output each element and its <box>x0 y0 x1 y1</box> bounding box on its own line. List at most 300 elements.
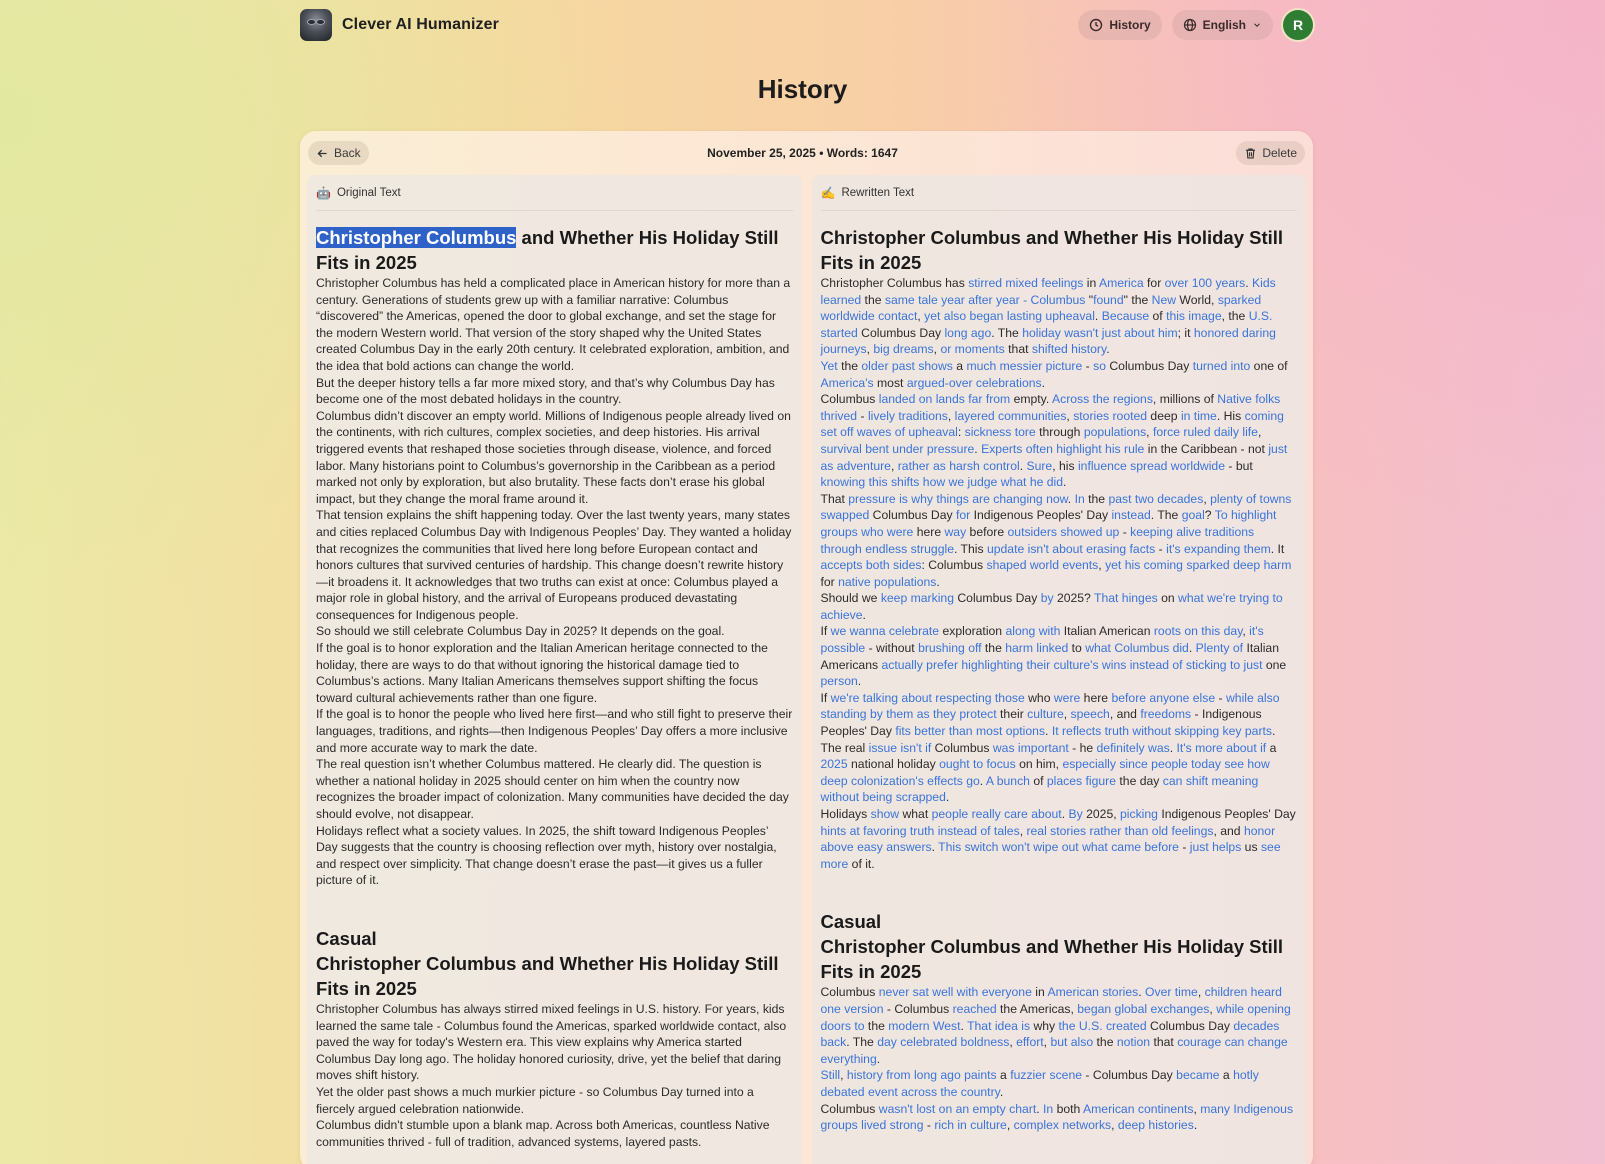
changed-phrase: notion <box>1116 1035 1151 1050</box>
changed-phrase: but also <box>1050 1035 1094 1050</box>
original-section-paragraphs <box>316 1001 793 1150</box>
robot-icon: 🤖 <box>316 185 331 200</box>
brand[interactable] <box>300 9 499 41</box>
changed-phrase: while opening doors to <box>820 1001 1291 1033</box>
changed-phrase: Sure <box>1026 458 1053 473</box>
changed-phrase: effort <box>1016 1035 1044 1050</box>
changed-phrase: long ago <box>944 325 992 340</box>
unchanged-phrase: . <box>876 1051 881 1066</box>
changed-phrase: children heard one version <box>820 985 1282 1016</box>
changed-phrase: hints at favoring truth instead of tales <box>820 823 1020 838</box>
unchanged-phrase: , <box>1193 1101 1201 1116</box>
unchanged-phrase: . This <box>953 541 987 556</box>
unchanged-phrase: . <box>1036 1101 1044 1116</box>
unchanged-phrase: why <box>1030 1018 1059 1033</box>
entry-meta: November 25, 2025 • Words: 1647 <box>707 146 898 160</box>
changed-phrase: shifted history <box>1031 342 1107 357</box>
original-section-label: Casual <box>316 927 377 949</box>
unchanged-phrase: , <box>890 458 898 473</box>
changed-phrase: native populations <box>838 574 937 589</box>
changed-phrase: That idea is <box>967 1018 1031 1033</box>
original-title: Christopher Columbus and Whether His Holiday Still Fits in 2025 <box>316 227 779 273</box>
unchanged-phrase: most <box>873 375 907 390</box>
rewritten-section-title: Christopher Columbus and Whether His Holiday Still Fits in 2025 <box>820 936 1284 983</box>
unchanged-phrase: , <box>947 408 955 423</box>
changed-phrase: It reflects truth without skipping key parts <box>1051 724 1272 739</box>
changed-phrase: real stories rather than old feelings <box>1026 823 1214 838</box>
changed-phrase: or moments <box>940 342 1005 357</box>
top-navigation <box>300 8 1313 42</box>
changed-phrase: show <box>870 807 900 821</box>
unchanged-phrase: here <box>913 524 945 539</box>
unchanged-phrase: . <box>974 441 982 456</box>
unchanged-phrase: " <box>1085 292 1094 307</box>
language-label: English <box>1202 18 1246 32</box>
unchanged-phrase: - he <box>1068 740 1097 755</box>
changed-phrase: It's more about if <box>1176 740 1267 755</box>
changed-phrase: day celebrated boldness <box>877 1035 1010 1050</box>
unchanged-phrase: that <box>1004 342 1032 357</box>
app-logo <box>300 9 332 41</box>
unchanged-phrase: the <box>864 1018 889 1033</box>
paragraph <box>821 740 1298 806</box>
changed-phrase: in time <box>1180 408 1217 423</box>
paragraph: Yet the older past shows a much murkier picture - so Columbus Day turned into a fiercely argued celebration nationwide. <box>316 1084 754 1116</box>
unchanged-phrase: . <box>945 790 950 805</box>
unchanged-phrase: , <box>1242 624 1250 639</box>
changed-phrase: decades back <box>820 1018 1280 1050</box>
unchanged-phrase: before <box>966 524 1008 539</box>
unchanged-phrase: ; it <box>1177 325 1194 340</box>
changed-phrase: pressure is why things are changing now <box>848 491 1068 506</box>
unchanged-phrase: . <box>1061 807 1069 821</box>
unchanged-phrase: , <box>1066 408 1074 423</box>
paragraph: So should we still celebrate Columbus Day in 2025? It depends on the goal. <box>316 624 725 639</box>
unchanged-phrase: to <box>1068 641 1086 656</box>
changed-phrase: ought to focus <box>939 757 1016 772</box>
chevron-down-icon <box>1252 20 1262 30</box>
unchanged-phrase: : Columbus <box>921 558 987 573</box>
changed-phrase: many Indigenous groups lived strong <box>820 1101 1294 1133</box>
unchanged-phrase: Holidays <box>820 807 871 821</box>
unchanged-phrase: , and <box>1213 823 1244 838</box>
unchanged-phrase: - <box>1119 524 1131 539</box>
unchanged-phrase: , <box>1019 823 1027 838</box>
unchanged-phrase: . It <box>1270 541 1285 556</box>
unchanged-phrase: empty. <box>1010 392 1052 407</box>
unchanged-phrase: , <box>1257 425 1262 440</box>
changed-phrase: were <box>1053 690 1081 705</box>
changed-phrase: A bunch <box>985 773 1030 788</box>
changed-phrase: brushing off <box>918 641 982 656</box>
unchanged-phrase: the <box>1093 1035 1117 1050</box>
unchanged-phrase: Italian American <box>1060 624 1154 639</box>
unchanged-phrase: . <box>1041 375 1046 390</box>
changed-phrase: 2025 <box>820 757 848 772</box>
changed-phrase: instead <box>1111 508 1151 523</box>
unchanged-phrase: . <box>1063 475 1067 490</box>
unchanged-phrase: who <box>1024 690 1054 705</box>
changed-phrase: This switch won't wipe out what came before <box>938 840 1179 855</box>
unchanged-phrase: . <box>1106 342 1110 357</box>
unchanged-phrase: . <box>1188 641 1196 656</box>
language-selector[interactable] <box>1172 10 1273 40</box>
unchanged-phrase: Columbus Day <box>1146 1018 1234 1033</box>
changed-phrase: America's <box>820 375 874 390</box>
changed-phrase: person <box>820 674 858 689</box>
unchanged-phrase: in <box>1083 276 1099 290</box>
unchanged-phrase: . <box>1169 740 1177 755</box>
unchanged-phrase: . <box>1045 724 1052 739</box>
changed-phrase: freedoms <box>1140 707 1192 722</box>
changed-phrase: populations <box>1083 425 1147 440</box>
changed-phrase: landed on lands far from <box>878 392 1011 407</box>
original-text-body[interactable] <box>316 211 793 1150</box>
changed-phrase: along with <box>1005 624 1061 639</box>
changed-phrase: Yet <box>820 358 838 373</box>
unchanged-phrase: on him, <box>1015 757 1063 772</box>
changed-phrase: American continents <box>1083 1101 1194 1116</box>
changed-phrase: By <box>1068 807 1083 821</box>
paragraph: But the deeper history tells a far more mixed story, and that’s why Columbus Day has become one of the most debated holidays in the country. <box>316 375 775 407</box>
changed-phrase: Kids learned <box>820 276 1276 307</box>
unchanged-phrase: . The <box>846 1035 878 1050</box>
changed-phrase: argued-over celebrations <box>906 375 1042 390</box>
paragraph: Columbus didn’t discover an empty world. Millions of Indigenous people already lived on the continents, with rich cultures, complex societies, and deep histories. His arrival triggered events that reshaped those societies through disease, violence, and forced labor. Many historians point to Columbus’s governorship in the Caribbean as a period marked not only by exploration, but also brutality. These facts don’t erase his global impact, but they change the moral frame around it. <box>316 408 791 506</box>
changed-phrase: rich in culture <box>934 1118 1007 1133</box>
unchanged-phrase: 2025, <box>1082 807 1120 821</box>
changed-phrase: speech <box>1070 707 1110 722</box>
changed-phrase: yet his coming sparked deep harm <box>1105 558 1292 573</box>
clock-icon <box>1089 18 1103 32</box>
unchanged-phrase: in <box>1031 985 1048 1000</box>
unchanged-phrase: . <box>999 1084 1004 1099</box>
unchanged-phrase: Should we <box>820 591 881 606</box>
unchanged-phrase: Columbus <box>820 985 879 1000</box>
unchanged-phrase: that <box>1150 1035 1178 1050</box>
changed-phrase: it's expanding them <box>1166 541 1271 556</box>
changed-phrase: people really care about <box>931 807 1062 821</box>
paragraph <box>821 358 1298 391</box>
paragraph: Christopher Columbus has always stirred mixed feelings in U.S. history. For years, kids learned the same tale - Columbus found the Americas, sparked worldwide contact, also paved the way for today's Western era. This view explains why America started Columbus Day long ago. The holiday honored curiosity, drive, yet the belief that daring moves shift history. <box>316 1001 787 1083</box>
paragraph: The real question isn’t whether Columbus mattered. He clearly did. The question is whether a national holiday in 2025 should center on him when the country now recognizes the broader impact of colonization. Many communities have decided the day should evolve, not disappear. <box>316 757 789 821</box>
changed-phrase: so <box>1093 358 1106 373</box>
unchanged-phrase: , <box>1009 1035 1017 1050</box>
changed-phrase: what we're trying to achieve <box>820 591 1283 622</box>
unchanged-phrase: , <box>866 342 874 357</box>
changed-phrase: wasn't lost on an empty chart <box>878 1101 1037 1116</box>
changed-phrase: courage can change everything <box>820 1035 1288 1066</box>
changed-phrase: Still <box>820 1068 841 1083</box>
paragraph: If the goal is to honor exploration and the Italian American heritage connected to the holiday, there are ways to do that without ignoring the historical damage tied to Columbus’s actions. Many Italian Americans themselves support shifting the focus toward cultural achievements rather than one figure. <box>316 641 768 705</box>
changed-phrase: stories rooted <box>1073 408 1148 423</box>
unchanged-phrase: the day <box>1116 773 1163 788</box>
changed-phrase: can shift meaning without being scrapped <box>820 773 1259 805</box>
unchanged-phrase: . <box>1067 491 1075 506</box>
unchanged-phrase: - <box>923 1118 935 1133</box>
unchanged-phrase: - <box>1178 840 1190 855</box>
unchanged-phrase: . <box>1138 985 1145 1000</box>
changed-phrase: yet also began lasting upheaval <box>924 309 1095 324</box>
writing-hand-icon: ✍️ <box>820 185 836 200</box>
changed-phrase: the U.S. created <box>1058 1018 1147 1033</box>
unchanged-phrase: the Americas, <box>996 1001 1078 1016</box>
unchanged-phrase: Christopher Columbus has <box>820 276 969 290</box>
paragraph <box>821 275 1298 358</box>
unchanged-phrase: their <box>996 707 1028 722</box>
changed-phrase: lively traditions <box>867 408 948 423</box>
unchanged-phrase: Indigenous Peoples' Day <box>970 508 1112 523</box>
comparison-panels <box>300 175 1313 1164</box>
changed-phrase: U.S. started <box>820 309 1273 340</box>
unchanged-phrase: one of <box>1250 358 1288 373</box>
changed-phrase: influence spread worldwide <box>1077 458 1225 473</box>
unchanged-phrase: of it. <box>848 856 875 871</box>
unchanged-phrase: Columbus <box>820 392 879 407</box>
changed-phrase: way <box>944 524 967 539</box>
unchanged-phrase: on <box>1157 591 1179 606</box>
unchanged-phrase: . <box>1019 458 1027 473</box>
changed-phrase: Because <box>1101 309 1150 324</box>
delete-button[interactable] <box>1236 141 1305 165</box>
changed-phrase: never sat well with everyone <box>878 985 1032 1000</box>
changed-phrase: found <box>1093 292 1124 307</box>
unchanged-phrase: ? <box>1204 508 1215 523</box>
paragraph: Christopher Columbus has held a complicated place in American history for more than a century. Generations of students grew up with a familiar narrative: Columbus “discovered” the Americas, opened the door to global exchange, and set the stage for the modern Western world. That version of the story shaped why the United States created Columbus Day in the early 20th century. It celebrated exploration, ambition, and the idea that bold actions can change the world. <box>316 276 791 373</box>
unchanged-phrase: the <box>837 358 862 373</box>
paragraph <box>821 590 1298 623</box>
original-panel-header <box>316 175 793 211</box>
unchanged-phrase: Columbus Day <box>857 325 945 340</box>
changed-phrase: fits better than most options <box>895 724 1046 739</box>
changed-phrase: modern West <box>888 1018 961 1033</box>
unchanged-phrase: national holiday <box>847 757 940 772</box>
changed-phrase: big dreams <box>873 342 934 357</box>
globe-icon <box>1183 18 1197 32</box>
paragraph <box>821 690 1298 740</box>
unchanged-phrase: Columbus Day <box>869 508 956 523</box>
unchanged-phrase: - <box>1155 541 1167 556</box>
changed-phrase: older past shows <box>861 358 953 373</box>
changed-phrase: complex networks <box>1013 1118 1112 1133</box>
paragraph: If the goal is to honor the people who lived here first—and who still fight to preserve their languages, traditions, and rights—then Indigenous Peoples’ Day offers a more inclusive and more accurate way to mark the date. <box>316 707 793 755</box>
changed-phrase: past two decades <box>1108 491 1204 506</box>
changed-phrase: knowing this shifts how we judge what he did <box>820 475 1064 490</box>
unchanged-phrase: , <box>1063 707 1071 722</box>
top-actions <box>1078 10 1313 40</box>
trash-icon <box>1244 147 1257 160</box>
rewritten-section-label: Casual <box>820 911 882 933</box>
changed-phrase: began global exchanges <box>1077 1001 1210 1016</box>
changed-phrase: see more <box>820 840 1281 871</box>
unchanged-phrase: 2025? <box>1053 591 1095 606</box>
changed-phrase: keeping alive traditions through endless struggle <box>820 524 1255 556</box>
changed-phrase: for <box>956 508 971 523</box>
unchanged-phrase: for <box>820 574 839 589</box>
original-label: Original Text <box>336 186 401 199</box>
unchanged-phrase: . <box>1094 309 1102 324</box>
unchanged-phrase: what <box>899 807 932 821</box>
changed-phrase: rather as harsh control <box>897 458 1020 473</box>
changed-phrase: places figure <box>1046 773 1117 788</box>
unchanged-phrase: both <box>1053 1101 1084 1116</box>
paragraph: Columbus didn't stumble upon a blank map. Across both Americas, countless Native communities thrived - full of tradition, advanced systems, layered pasts. <box>316 1118 770 1149</box>
changed-phrase: In <box>1043 1101 1054 1116</box>
rewritten-title: Christopher Columbus and Whether His Holiday Still Fits in 2025 <box>820 227 1284 273</box>
delete-label: Delete <box>1262 146 1297 160</box>
unchanged-phrase: of <box>1149 309 1167 324</box>
unchanged-phrase: Indigenous Peoples' Day <box>1157 807 1296 821</box>
unchanged-phrase: a <box>1219 1068 1234 1083</box>
unchanged-phrase: , <box>1203 491 1211 506</box>
changed-phrase: layered communities <box>954 408 1067 423</box>
page-title: History <box>757 74 848 104</box>
user-avatar[interactable]: R <box>1283 10 1313 40</box>
unchanged-phrase: , <box>1197 985 1205 1000</box>
unchanged-phrase: World, <box>1176 292 1218 307</box>
changed-phrase: we're talking about respecting those <box>830 690 1025 705</box>
changed-phrase: before anyone else <box>1111 690 1216 705</box>
rewritten-label: Rewritten Text <box>841 186 915 199</box>
paragraph <box>821 391 1298 491</box>
changed-phrase: especially since people today see how deep colonization's effects go <box>820 757 1270 788</box>
history-button[interactable] <box>1078 10 1161 40</box>
unchanged-phrase: , <box>1006 1118 1014 1133</box>
changed-phrase: deep histories <box>1117 1118 1194 1133</box>
unchanged-phrase: . <box>936 574 940 589</box>
changed-phrase: issue isn't if <box>868 740 932 755</box>
rewritten-section-paragraphs <box>821 984 1298 1133</box>
rewritten-paragraphs <box>821 275 1298 872</box>
history-label: History <box>1109 18 1151 32</box>
changed-phrase: picking <box>1120 807 1158 821</box>
unchanged-phrase: , <box>1043 1035 1051 1050</box>
unchanged-phrase: for <box>1143 276 1165 290</box>
changed-phrase: was important <box>992 740 1069 755</box>
unchanged-phrase: . <box>931 840 939 855</box>
unchanged-phrase: - but <box>1224 458 1253 473</box>
changed-phrase: outsiders showed up <box>1007 524 1120 539</box>
original-paragraphs <box>316 275 793 889</box>
unchanged-phrase: : <box>957 425 965 440</box>
unchanged-phrase: in the Caribbean - not <box>1144 441 1269 456</box>
unchanged-phrase: . <box>979 773 986 788</box>
changed-phrase: much messier picture <box>966 358 1083 373</box>
changed-phrase: by <box>1040 591 1054 606</box>
unchanged-phrase: . The <box>1150 508 1182 523</box>
changed-phrase: Across the regions <box>1051 392 1153 407</box>
changed-phrase: actually prefer highlighting their culture's wins instead of sticking to just <box>881 657 1263 672</box>
changed-phrase: we wanna celebrate <box>830 624 940 639</box>
changed-phrase: New <box>1151 292 1177 307</box>
changed-phrase: sparked worldwide contact <box>820 292 1262 324</box>
changed-phrase: roots on this day <box>1153 624 1243 639</box>
unchanged-phrase: a <box>952 358 967 373</box>
changed-phrase: That hinges <box>1094 591 1158 606</box>
changed-phrase: fuzzier scene <box>1010 1068 1083 1083</box>
changed-phrase: accepts both sides <box>820 558 922 573</box>
unchanged-phrase: the <box>861 292 885 307</box>
unchanged-phrase: the <box>981 641 1006 656</box>
back-label: Back <box>334 146 361 160</box>
unchanged-phrase: " the <box>1123 292 1152 307</box>
unchanged-phrase: . <box>1245 276 1253 290</box>
paragraph <box>821 806 1298 872</box>
paragraph <box>821 984 1298 1067</box>
brand-name: Clever AI Humanizer <box>342 16 499 33</box>
unchanged-phrase: a <box>996 1068 1011 1083</box>
unchanged-phrase: , <box>840 1068 847 1083</box>
changed-phrase: honored daring journeys <box>820 325 1276 357</box>
changed-phrase: plenty of towns swapped <box>820 491 1292 523</box>
changed-phrase: shaped world events <box>986 558 1099 573</box>
changed-phrase: became <box>1176 1068 1220 1083</box>
unchanged-phrase: exploration <box>939 624 1006 639</box>
changed-phrase: while also standing by them as they protect <box>820 690 1280 722</box>
unchanged-phrase: If <box>820 690 831 705</box>
unchanged-phrase: - Columbus Day <box>1082 1068 1177 1083</box>
unchanged-phrase: , <box>1111 1118 1118 1133</box>
paragraph <box>821 1101 1298 1134</box>
unchanged-phrase: Columbus Day <box>953 591 1041 606</box>
changed-phrase: America <box>1098 276 1144 290</box>
changed-phrase: just helps <box>1189 840 1242 855</box>
unchanged-phrase: , <box>917 309 925 324</box>
unchanged-phrase: . <box>862 607 866 622</box>
unchanged-phrase: , his <box>1052 458 1078 473</box>
unchanged-phrase: , millions of <box>1152 392 1218 407</box>
unchanged-phrase: , and <box>1109 707 1141 722</box>
unchanged-phrase: That <box>820 491 849 506</box>
changed-phrase: Native folks thrived <box>820 392 1281 423</box>
changed-phrase: history from long ago paints <box>846 1068 997 1083</box>
changed-phrase: just as adventure <box>820 441 1288 473</box>
unchanged-phrase: If <box>820 624 831 639</box>
unchanged-phrase: here <box>1080 690 1112 705</box>
unchanged-phrase: , <box>933 342 941 357</box>
changed-phrase: this image <box>1166 309 1222 324</box>
changed-phrase: American stories <box>1047 985 1139 1000</box>
unchanged-phrase: the <box>1084 491 1109 506</box>
unchanged-phrase: a <box>1266 740 1277 755</box>
changed-phrase: Plenty of <box>1195 641 1244 656</box>
unchanged-phrase: . <box>960 1018 968 1033</box>
changed-phrase: what Columbus did <box>1085 641 1189 656</box>
changed-phrase: holiday wasn't just about him <box>1022 325 1178 340</box>
changed-phrase: update isn't about erasing facts <box>986 541 1156 556</box>
unchanged-phrase: . <box>1193 1118 1198 1133</box>
unchanged-phrase: Columbus <box>931 740 993 755</box>
unchanged-phrase: - <box>857 408 868 423</box>
changed-phrase: Over time <box>1145 985 1198 1000</box>
back-button[interactable] <box>308 141 369 165</box>
rewritten-text-body[interactable] <box>821 211 1298 1134</box>
unchanged-phrase: Italian Americans <box>820 641 1279 672</box>
changed-phrase: force ruled daily life <box>1152 425 1258 440</box>
changed-phrase: over 100 years <box>1164 276 1246 290</box>
unchanged-phrase: - without <box>865 641 919 656</box>
arrow-left-icon <box>316 147 329 160</box>
changed-phrase: it's possible <box>820 624 1264 656</box>
unchanged-phrase: , <box>1146 425 1153 440</box>
history-entry-card <box>300 131 1313 1164</box>
unchanged-phrase: through <box>1035 425 1084 440</box>
unchanged-phrase: - <box>1215 690 1226 705</box>
original-text-panel <box>307 175 802 1164</box>
unchanged-phrase: . The <box>991 325 1023 340</box>
original-section-title: Christopher Columbus and Whether His Holiday Still Fits in 2025 <box>316 952 779 999</box>
unchanged-phrase: . <box>1271 724 1276 739</box>
